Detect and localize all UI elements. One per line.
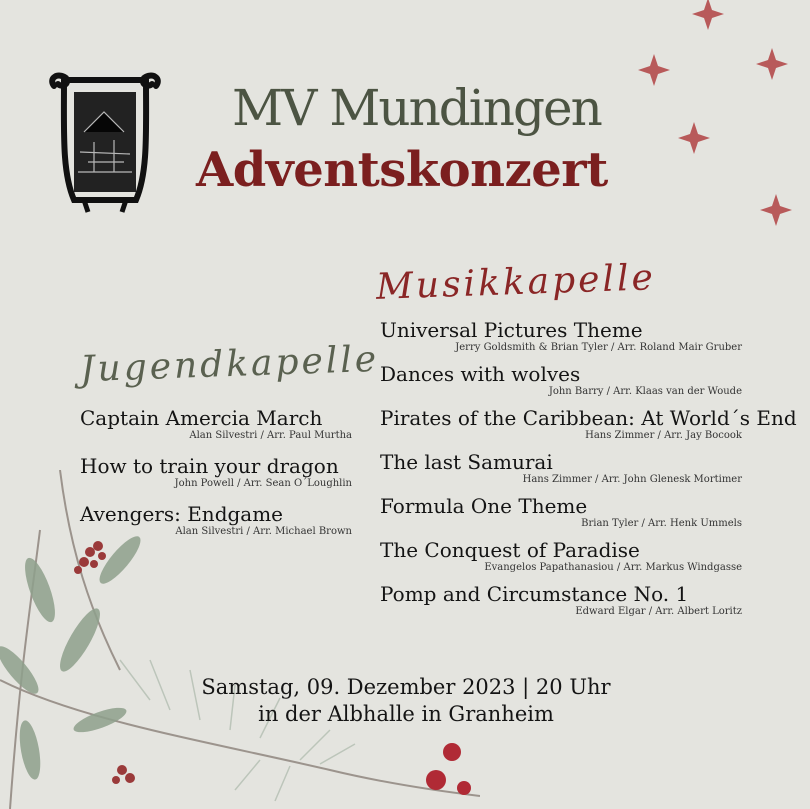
program-item [80, 406, 352, 442]
piece-credit: Jerry Goldsmith & Brian Tyler / Arr. Roland Mair Gruber [455, 342, 742, 353]
star-icon [692, 0, 724, 30]
piece-credit: Alan Silvestri / Arr. Michael Brown [175, 526, 352, 537]
piece-title: The last Samurai [380, 450, 553, 474]
piece-title: Dances with wolves [380, 362, 581, 386]
piece-title: Pirates of the Caribbean: At World´s End [380, 406, 797, 430]
program-item [80, 454, 352, 490]
program-item [380, 538, 742, 574]
piece-credit: Hans Zimmer / Arr. Jay Bocook [585, 430, 742, 441]
program-item [380, 318, 742, 354]
program-item [380, 362, 742, 398]
event-date: Samstag, 09. Dezember 2023 | 20 Uhr [201, 675, 611, 699]
star-icon [678, 122, 710, 154]
event-info [200, 674, 612, 728]
event-location: in der Albhalle in Granheim [258, 702, 554, 726]
jugendkapelle-heading: Jugendkapelle [79, 338, 380, 391]
piece-title: The Conquest of Paradise [380, 538, 640, 562]
star-icon [638, 54, 670, 86]
piece-credit: Brian Tyler / Arr. Henk Ummels [581, 518, 742, 529]
piece-title: Avengers: Endgame [80, 502, 284, 526]
piece-title: How to train your dragon [80, 454, 339, 478]
piece-credit: Alan Silvestri / Arr. Paul Murtha [189, 430, 352, 441]
lyre-band-emblem-icon [44, 72, 166, 214]
piece-title: Formula One Theme [380, 494, 588, 518]
program-item [380, 406, 797, 442]
program-item [380, 450, 742, 486]
star-icon [760, 194, 792, 226]
program-item [380, 582, 742, 618]
band-title: MV Mundingen [232, 79, 601, 137]
piece-title: Universal Pictures Theme [380, 318, 643, 342]
musikkapelle-program [380, 318, 797, 626]
piece-credit: Hans Zimmer / Arr. John Glenesk Mortimer [522, 474, 742, 485]
program-item [380, 494, 742, 530]
piece-credit: Evangelos Papathanasiou / Arr. Markus Windgasse [484, 562, 742, 573]
piece-credit: John Powell / Arr. Sean O´Loughlin [174, 478, 352, 489]
concert-title: Adventskonzert [196, 142, 608, 198]
piece-credit: John Barry / Arr. Klaas van der Woude [548, 386, 742, 397]
piece-title: Pomp and Circumstance No. 1 [380, 582, 689, 606]
piece-title: Captain Amercia March [80, 406, 323, 430]
star-icon [756, 48, 788, 80]
program-item [80, 502, 352, 538]
piece-credit: Edward Elgar / Arr. Albert Loritz [575, 606, 742, 617]
stars-decoration [630, 0, 810, 240]
musikkapelle-heading: Musikkapelle [375, 257, 657, 308]
jugendkapelle-program [80, 406, 352, 550]
